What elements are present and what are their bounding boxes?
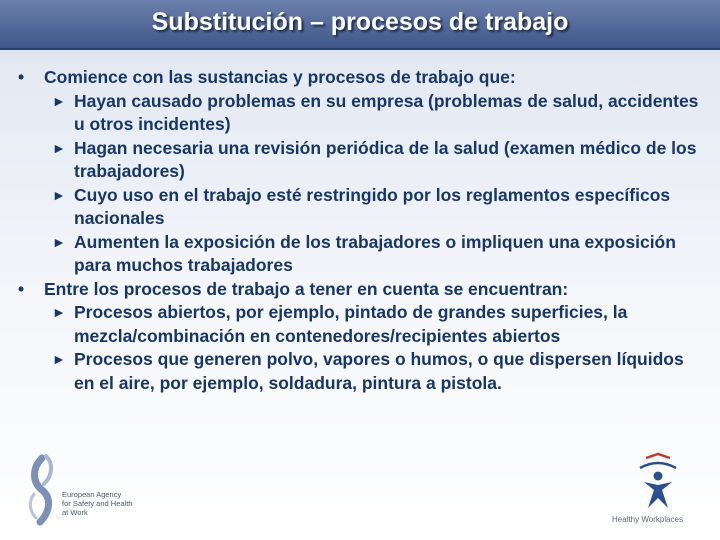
bullet-1 bbox=[18, 66, 708, 90]
title-bar bbox=[0, 0, 720, 50]
bullet-dot: • bbox=[18, 67, 25, 87]
sub-item bbox=[52, 184, 708, 231]
slide-content bbox=[18, 66, 708, 395]
arrow-icon: ► bbox=[52, 351, 66, 367]
sub-item-text: Hagan necesaria una revisión periódica de la salud (examen médico de los trabajadores) bbox=[74, 137, 697, 181]
healthy-workplaces-logo-text: Healthy Workplaces bbox=[612, 515, 683, 524]
arrow-icon: ► bbox=[52, 304, 66, 320]
slide-title: Substitución – procesos de trabajo bbox=[151, 8, 569, 36]
bullet-2-text: Entre los procesos de trabajo a tener en cuenta se encuentran: bbox=[44, 278, 569, 299]
arrow-icon: ► bbox=[52, 186, 66, 203]
eu-osha-logo-text: European Agency for Safety and Health at Work bbox=[62, 490, 133, 517]
sub-item bbox=[52, 301, 708, 348]
arrow-icon: ► bbox=[52, 139, 66, 156]
bullet-1-text: Comience con las sustancias y procesos de trabajo que: bbox=[44, 67, 516, 87]
bullet-dot: • bbox=[18, 278, 25, 299]
sub-item-text: Procesos que generen polvo, vapores o humos, o que dispersen líquidos en el aire, por ejemplo, soldadura, pintura a pistola. bbox=[74, 349, 684, 393]
healthy-workplaces-logo-icon bbox=[628, 452, 688, 516]
sub-item-text: Hayan causado problemas en su empresa (problemas de salud, accidentes u otros incidentes) bbox=[74, 90, 699, 134]
sub-item bbox=[52, 348, 708, 395]
sub-item-text: Procesos abiertos, por ejemplo, pintado de grandes superficies, la mezcla/combinación en contenedores/recipientes abiertos bbox=[74, 302, 628, 346]
arrow-icon: ► bbox=[52, 233, 66, 250]
bullet-2 bbox=[18, 278, 708, 302]
arrow-icon: ► bbox=[52, 92, 66, 109]
sub-item-text: Aumenten la exposición de los trabajadores o impliquen una exposición para muchos trabajadores bbox=[74, 231, 676, 275]
sub-item bbox=[52, 90, 708, 137]
sub-item-text: Cuyo uso en el trabajo esté restringido por los reglamentos específicos nacionales bbox=[74, 184, 671, 228]
sub-item bbox=[52, 137, 708, 184]
sub-item bbox=[52, 231, 708, 278]
